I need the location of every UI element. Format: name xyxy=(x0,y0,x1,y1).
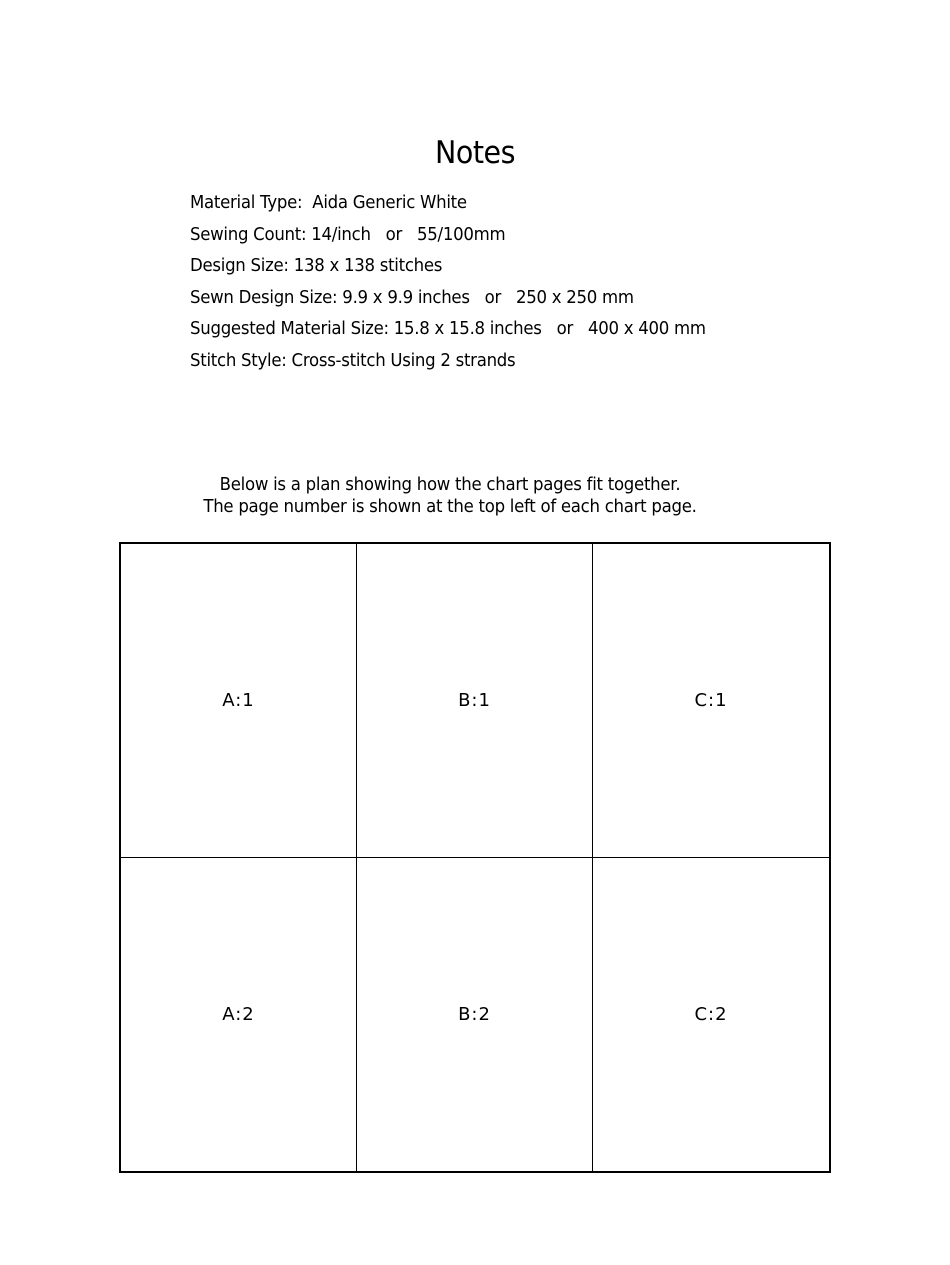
notes-list xyxy=(190,187,751,377)
note-sewing-count: Sewing Count: 14/inch or 55/100mm xyxy=(190,223,506,245)
plan-cell-a1: A:1 xyxy=(121,544,357,858)
note-design-size: Design Size: 138 x 138 stitches xyxy=(190,255,443,277)
note-stitch-style: Stitch Style: Cross-stitch Using 2 strands xyxy=(190,349,516,371)
page-title: Notes xyxy=(434,135,516,171)
plan-caption xyxy=(36,474,864,518)
plan-caption-line-2: The page number is shown at the top left of each chart page. xyxy=(203,496,697,517)
note-sewn-design-size: Sewn Design Size: 9.9 x 9.9 inches or 250 x 250 mm xyxy=(190,286,634,308)
note-suggested-material-size: Suggested Material Size: 15.8 x 15.8 inches or 400 x 400 mm xyxy=(190,318,706,340)
plan-cell-c1: C:1 xyxy=(593,544,829,858)
plan-cell-b2: B:2 xyxy=(357,858,593,1172)
plan-cell-c2: C:2 xyxy=(694,1003,728,1025)
note-material-type: Material Type: Aida Generic White xyxy=(190,192,467,213)
plan-cell-a2: A:2 xyxy=(121,858,357,1172)
plan-caption-line-1: Below is a plan showing how the chart pages fit together. xyxy=(219,474,681,495)
plan-cell-b1: B:1 xyxy=(357,544,593,858)
page-plan-grid xyxy=(119,542,831,1173)
